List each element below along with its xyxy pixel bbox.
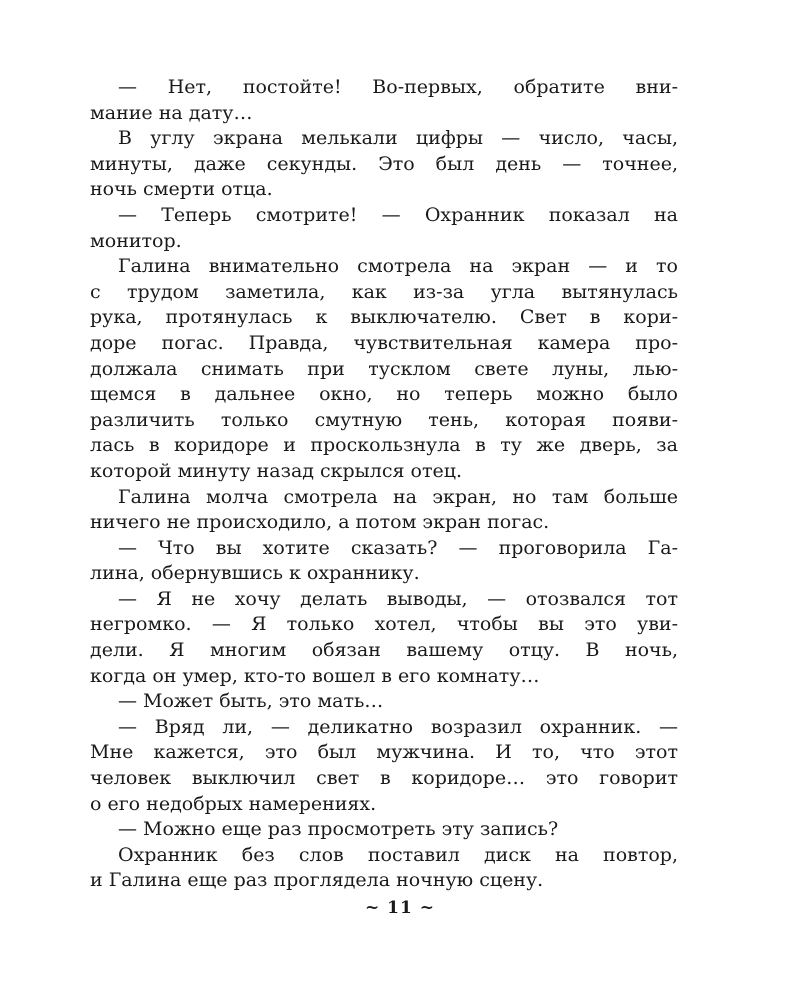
paragraph-first-line: В углу экрана мелькали цифры — число, часы, bbox=[118, 127, 678, 150]
text-line: монитор. bbox=[90, 229, 182, 252]
paragraph-first-line: Галина молча смотрела на экран, но там больше bbox=[118, 485, 678, 508]
text-line: негромко. — Я только хотел, чтобы вы это уви- bbox=[90, 613, 678, 636]
text-line: лась в коридоре и проскользнула в ту же дверь, за bbox=[90, 434, 678, 457]
text-line: ничего не происходило, а потом экран погас. bbox=[90, 511, 550, 534]
paragraph-first-line: Галина внимательно смотрела на экран — и то bbox=[118, 255, 678, 278]
text-line: дели. Я многим обязан вашему отцу. В ночь, bbox=[90, 639, 678, 662]
paragraph-first-line: — Вряд ли, — деликатно возразил охранник. — bbox=[118, 715, 678, 738]
text-line: с трудом заметила, как из-за угла вытянулась bbox=[90, 280, 678, 303]
text-line: и Галина еще раз проглядела ночную сцену. bbox=[90, 869, 544, 892]
paragraph-first-line: — Теперь смотрите! — Охранник показал на bbox=[118, 203, 678, 226]
paragraph-first-line: — Нет, постойте! Во-первых, обратите вни- bbox=[118, 76, 678, 98]
text-line: щемся в дальнее окно, но теперь можно было bbox=[90, 383, 678, 406]
text-line: рука, протянулась к выключателю. Свет в кори- bbox=[90, 306, 678, 329]
text-line: когда он умер, кто-то вошел в его комнату… bbox=[90, 664, 540, 687]
text-line: различить только смутную тень, которая появи- bbox=[90, 408, 678, 431]
text-line: человек выключил свет в коридоре… это говорит bbox=[90, 767, 678, 790]
page-number: ~ 11 ~ bbox=[365, 898, 435, 918]
paragraph-first-line: — Может быть, это мать… bbox=[118, 690, 384, 713]
book-page-text bbox=[90, 75, 678, 894]
paragraph-first-line: — Что вы хотите сказать? — проговорила Га- bbox=[118, 536, 678, 559]
text-line: должала снимать при тусклом свете луны, лью- bbox=[90, 357, 678, 380]
text-line: мание на дату… bbox=[90, 101, 253, 124]
paragraph-first-line: Охранник без слов поставил диск на повтор, bbox=[118, 843, 678, 866]
text-line: которой минуту назад скрылся отец. bbox=[90, 459, 462, 482]
paragraph-first-line: — Я не хочу делать выводы, — отозвался тот bbox=[118, 587, 678, 610]
text-line: Мне кажется, это был мужчина. И то, что этот bbox=[90, 741, 678, 764]
text-line: о его недобрых намерениях. bbox=[90, 792, 377, 815]
text-line: доре погас. Правда, чувствительная камера про- bbox=[90, 331, 678, 354]
text-line: минуты, даже секунды. Это был день — точнее, bbox=[90, 152, 678, 175]
text-line: ночь смерти отца. bbox=[90, 178, 273, 201]
text-line: лина, обернувшись к охраннику. bbox=[90, 562, 420, 585]
paragraph-first-line: — Можно еще раз просмотреть эту запись? bbox=[118, 818, 559, 841]
